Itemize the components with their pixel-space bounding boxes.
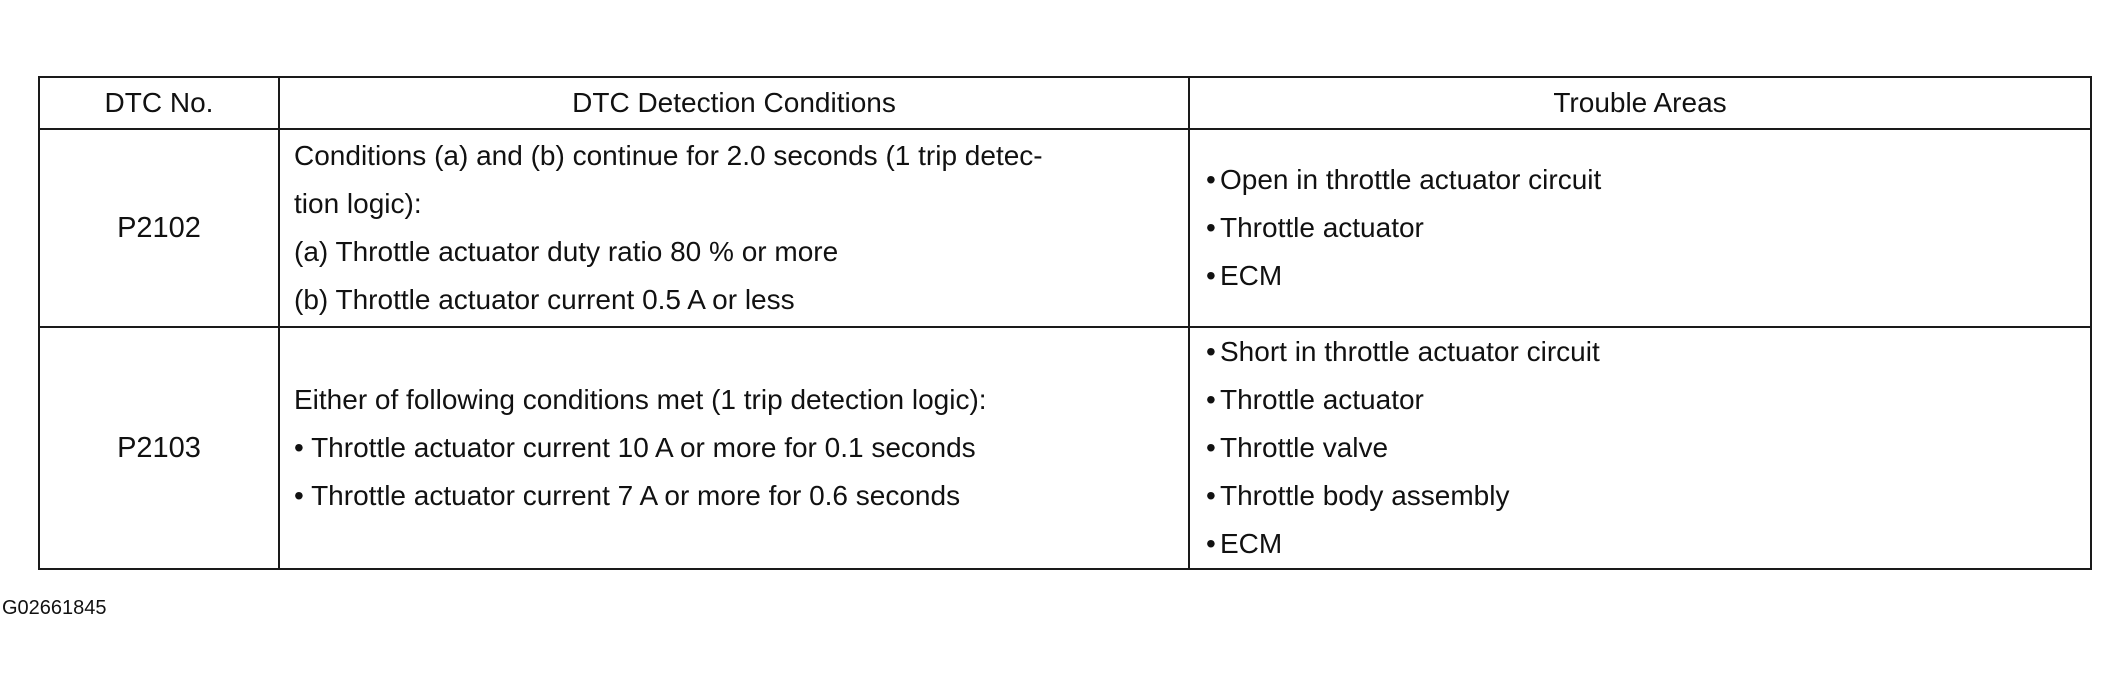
dtc-code: P2102 xyxy=(39,129,279,327)
trouble-area-item xyxy=(1206,472,2090,520)
detection-conditions-cell xyxy=(279,129,1189,327)
header-trouble-areas: Trouble Areas xyxy=(1189,77,2091,129)
bullet-icon: • xyxy=(1206,336,1216,367)
trouble-area-text: Short in throttle actuator circuit xyxy=(1220,336,1600,367)
trouble-area-text: Throttle body assembly xyxy=(1220,480,1510,511)
trouble-areas-cell xyxy=(1189,327,2091,569)
trouble-area-text: Open in throttle actuator circuit xyxy=(1220,164,1602,195)
trouble-area-item xyxy=(1206,376,2090,424)
bullet-icon: • xyxy=(1206,212,1216,243)
condition-line: Conditions (a) and (b) continue for 2.0 seconds (1 trip detec- xyxy=(294,140,1043,171)
condition-line: (b) Throttle actuator current 0.5 A or less xyxy=(294,284,795,315)
header-detection-conditions: DTC Detection Conditions xyxy=(279,77,1189,129)
condition-line: • Throttle actuator current 10 A or more for 0.1 seconds xyxy=(294,432,976,463)
condition-line: (a) Throttle actuator duty ratio 80 % or more xyxy=(294,236,839,267)
trouble-area-text: Throttle actuator xyxy=(1220,212,1424,243)
figure-id: G02661845 xyxy=(2,597,107,619)
bullet-icon: • xyxy=(1206,432,1216,463)
bullet-icon: • xyxy=(1206,260,1216,291)
bullet-icon: • xyxy=(1206,528,1216,559)
detection-conditions-cell xyxy=(279,327,1189,569)
trouble-area-item xyxy=(1206,424,2090,472)
bullet-icon: • xyxy=(1206,480,1216,511)
table-row xyxy=(39,327,2091,569)
trouble-area-text: ECM xyxy=(1220,528,1283,559)
trouble-areas-cell xyxy=(1189,129,2091,327)
bullet-icon: • xyxy=(1206,384,1216,415)
dtc-table xyxy=(38,76,2092,570)
dtc-code: P2103 xyxy=(39,327,279,569)
header-dtc-no: DTC No. xyxy=(39,77,279,129)
trouble-area-text: ECM xyxy=(1220,260,1283,291)
condition-line: • Throttle actuator current 7 A or more for 0.6 seconds xyxy=(294,480,961,511)
header-row xyxy=(39,77,2091,129)
bullet-icon: • xyxy=(1206,164,1216,195)
trouble-area-text: Throttle actuator xyxy=(1220,384,1424,415)
condition-line: Either of following conditions met (1 trip detection logic): xyxy=(294,384,987,415)
trouble-area-item xyxy=(1206,204,2090,252)
trouble-area-text: Throttle valve xyxy=(1220,432,1389,463)
trouble-area-item xyxy=(1206,252,2090,300)
trouble-area-item xyxy=(1206,156,2090,204)
trouble-area-item xyxy=(1206,520,2090,568)
table-row xyxy=(39,129,2091,327)
condition-line: tion logic): xyxy=(294,188,422,219)
trouble-area-item xyxy=(1206,328,2090,376)
